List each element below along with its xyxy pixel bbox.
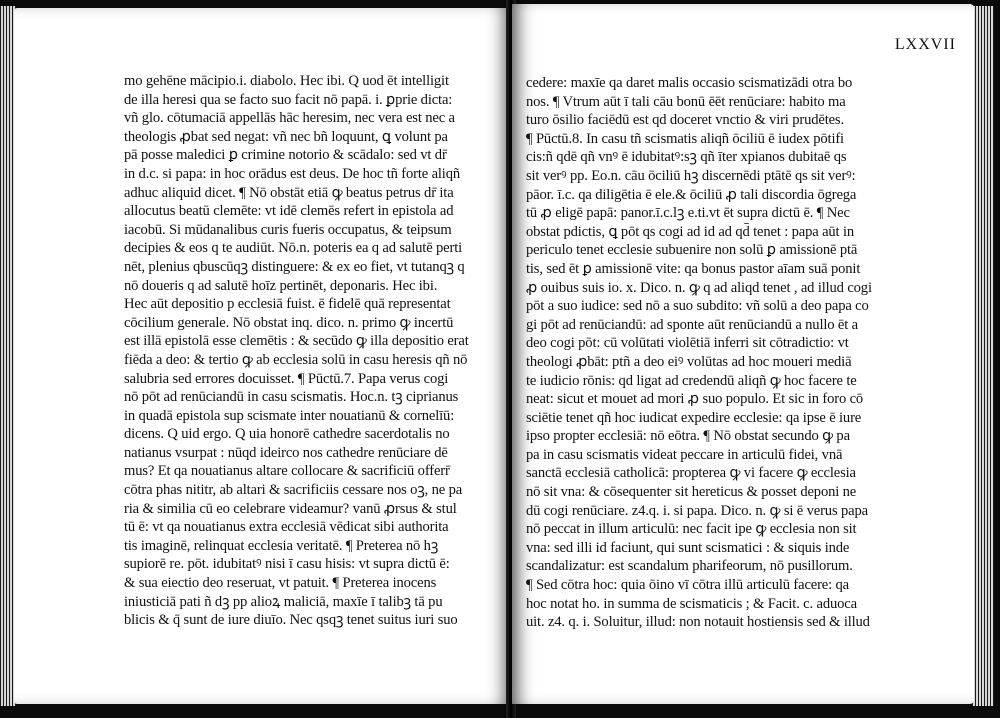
text-line: theologi ꝓbāt: ptñ a deo eiꝰ volūtas ad hoc moueri mediā [526, 353, 852, 370]
text-line: cōtra phas nititr, ab altari & sacrificiis cessare nos oꝫ, ne pa [124, 482, 463, 499]
text-line: nō sit vna: & cōsequenter sit hereticus & posset deponi ne [526, 484, 857, 501]
text-line: mo gehēne mācipio.i. diabolo. Hec ibi. Q uod ēt intelligit [124, 73, 449, 89]
text-line: ¶ Sed cōtra hoc: quia ōino vī cōtra illū articulū facere: qa [526, 577, 850, 594]
text-line: periculo tenet ecclesie subuenire non solū ꝑ amissionē ptā [526, 242, 858, 259]
left-page [14, 8, 510, 704]
text-line: in d.c. si papa: in hoc orādus est deus. De hoc tñ forte aliqñ [124, 165, 460, 182]
text-line: sit verꝰ pp. Eo.n. cāu ōciliū hꝫ discernēdi ptātē qs sit verꝰ: [526, 167, 856, 184]
text-line: ipso propter ecclesiā: nō eōtra. ¶ Nō obstat secundo ꝙ pa [526, 428, 850, 445]
text-line: ꝓ ouibus suis io. x. Dico. n. ꝙ q ad aliqd tenet , ad illud cogi [526, 279, 872, 296]
text-line: adhuc aliquid dicet. ¶ Nō obstāt etiā ꝙ beatus petrus dr̄ ita [124, 184, 454, 201]
left-page-text [124, 72, 504, 630]
text-line: tū ꝓ eligē papā: panor.ī.c.lꝫ e.ti.vt ēt supra dictū ē. ¶ Nec [526, 205, 850, 222]
text-line: tis imaginē, relinquat ecclesia veritatē. ¶ Preterea nō hꝫ [124, 537, 439, 554]
text-line: pōt a suo iudice: sed nō a suo subdito: vñ solū a deo papa co [526, 298, 869, 315]
right-page [512, 4, 974, 704]
text-line: scandalizatur: est scandalum pharifeorum, nō pusillorum. [526, 558, 853, 575]
text-line: cōcilium generale. Nō obstat inq. dico. n. primo ꝙ incertū [124, 314, 454, 331]
right-page-edges [972, 6, 994, 706]
text-line: iacobū. Si mūdanalibus curis fueris occupatus, & teipsum [124, 221, 452, 238]
text-line: de illa heresi qua se facto suo facit nō papā. i. ꝑprie dicta: [124, 91, 453, 108]
text-line: fiēda a deo: & tertio ꝙ ab ecclesia solū in casu heresis qñ nō [124, 351, 468, 368]
text-line: tū ē: vt qa nouatianus extra ecclesiā vēdicat sibi authorita [124, 519, 449, 536]
text-line: dū cogi renūciare. z4.q. i. si papa. Dico. n. ꝙ si ē verus papa [526, 502, 868, 519]
text-line: Hec aūt depositio p ecclesiā fuist. ē fidelē quā representat [124, 296, 451, 313]
text-line: salubria sed errores docuisset. ¶ Pūctū.7. Papa verus cogi [124, 370, 449, 387]
text-line: hoc notat ho. in summa de scismaticis ; & Facit. c. aduoca [526, 595, 857, 612]
text-line: pāor. ī.c. qa diligētia ē ele.& ōciliū ꝓ tali discordia ōgrega [526, 186, 857, 203]
folio-number: LXXVII [894, 36, 956, 53]
text-line: uit. z4. q. i. Soluitur, illud: non notauit hostiensis sed & illud [526, 614, 870, 631]
text-line: mus? Et qa nouatianus altare collocare & sacrificiū offerr̄ [124, 463, 450, 480]
text-line: natianus vsurpat : nūqd ideirco nos cathedre renūciare dē [124, 444, 448, 461]
text-line: est illā epistolā esse clemētis : & secūdo ꝙ illa depositio erat [124, 333, 469, 350]
text-line: neat: sicut et mouet ad mori ꝓ suo populo. Et sic in foro cō [526, 391, 864, 408]
text-line: nō peccat in illum articulū: nec facit ipe ꝙ ecclesia non sit [526, 521, 857, 538]
text-line: vñ glo. cōtumaciā appellās hāc heresim, nec vera est nec a [124, 110, 455, 127]
text-line: decipies & eos q te audiūt. Nō.n. poteris ea q ad salutē perti [124, 240, 463, 257]
text-line: nos. ¶ Vtrum aūt ī tali cāu bonū ēēt renūciare: habito ma [526, 93, 846, 110]
text-line: sanctā ecclesiā catholicā: propterea ꝙ vi facere ꝙ ecclesia [526, 465, 856, 482]
text-line: pa in casu scismatis videat peccare in articulū fidei, vnā [526, 446, 843, 463]
text-line: dicens. Q uid ergo. Q uia honorē cathedre sacerdotalis no [124, 426, 450, 443]
text-line: tis, sed ēt ꝑ amissionē vite: qa bonus pastor aīam suā ponit [526, 260, 861, 277]
text-line: obstat pdictis, ꝗ pōt qs cogi ad id ad qd̄ tenet : papa aūt in [526, 223, 855, 240]
text-line: cis:ñ qdē qñ vnꝰ ē idubitatꝰ:sꝫ qñ īter xpianos dubitaē qs [526, 149, 847, 166]
text-line: deo cogi pōt: cū volūtati violētiā inferri sit cōtradictio: vt [526, 335, 849, 352]
text-line: sciētie tenet qñ hoc iudicat expedire ecclesie: qa ipse ē iure [526, 409, 862, 426]
text-line: theologis ꝓbat sed negat: vñ nec bñ loquunt, ꝗ volunt pa [124, 128, 448, 145]
text-line: in quadā epistola sup scismate inter nouatianū & cornelīū: [124, 407, 455, 424]
text-line: pā posse maledici ꝑ crimine notorio & scādalo: sed vt dr̄ [124, 147, 447, 164]
text-line: nō doueris q ad salutē hoīz pertinēt, deponaris. Hec ibi. [124, 277, 438, 294]
text-line: nō pōt ad renūciandū in casu scismatis. Hoc.n. tꝫ ciprianus [124, 389, 459, 406]
text-line: nēt, plenius qbuscūqꝫ distinguere: & ex eo fiet, vt tutanqꝫ q [124, 258, 465, 275]
text-line: blicis & q̄ sunt de iure diuīo. Nec qsqꝫ tenet suitus iuri suo [124, 612, 458, 629]
text-line: allocutus beatū clemēte: vt idē clemēs refert in epistola ad [124, 203, 454, 220]
right-page-text [526, 74, 966, 632]
text-line: cedere: maxīe qa daret malis occasio scismatizādi otra bo [526, 75, 853, 91]
text-line: & sua eiectio deo reseruat, vt patuit. ¶ Preterea inocens [124, 575, 437, 592]
text-line: supiorē re. pōt. idubitatꝰ nisi ī casu hisis: vt supra dictū ē: [124, 556, 450, 573]
text-line: te iudicio rōnis: qd ligat ad credendū aliqñ ꝙ hoc facere te [526, 372, 857, 389]
text-line: vna: sed illi id faciunt, qui sunt scismatici : & siquis inde [526, 539, 850, 556]
text-line: iniusticiā pati ñ dꝫ pp alioꝝ maliciā, maxīe ī talibꝫ tā pu [124, 593, 443, 610]
text-line: turo ōsilio faciēdū est qd doceret vnctio & viri prudētes. [526, 112, 844, 129]
text-line: ¶ Pūctū.8. In casu tñ scismatis aliqñ ōciliū ē iudex pōtifi [526, 130, 844, 147]
text-line: gi pōt ad renūciandū: ad sponte aūt renūciandū a nullo ēt a [526, 316, 858, 333]
text-line: ria & similia cū eo celebrare videamur? vanū ꝓrsus & stul [124, 500, 457, 517]
